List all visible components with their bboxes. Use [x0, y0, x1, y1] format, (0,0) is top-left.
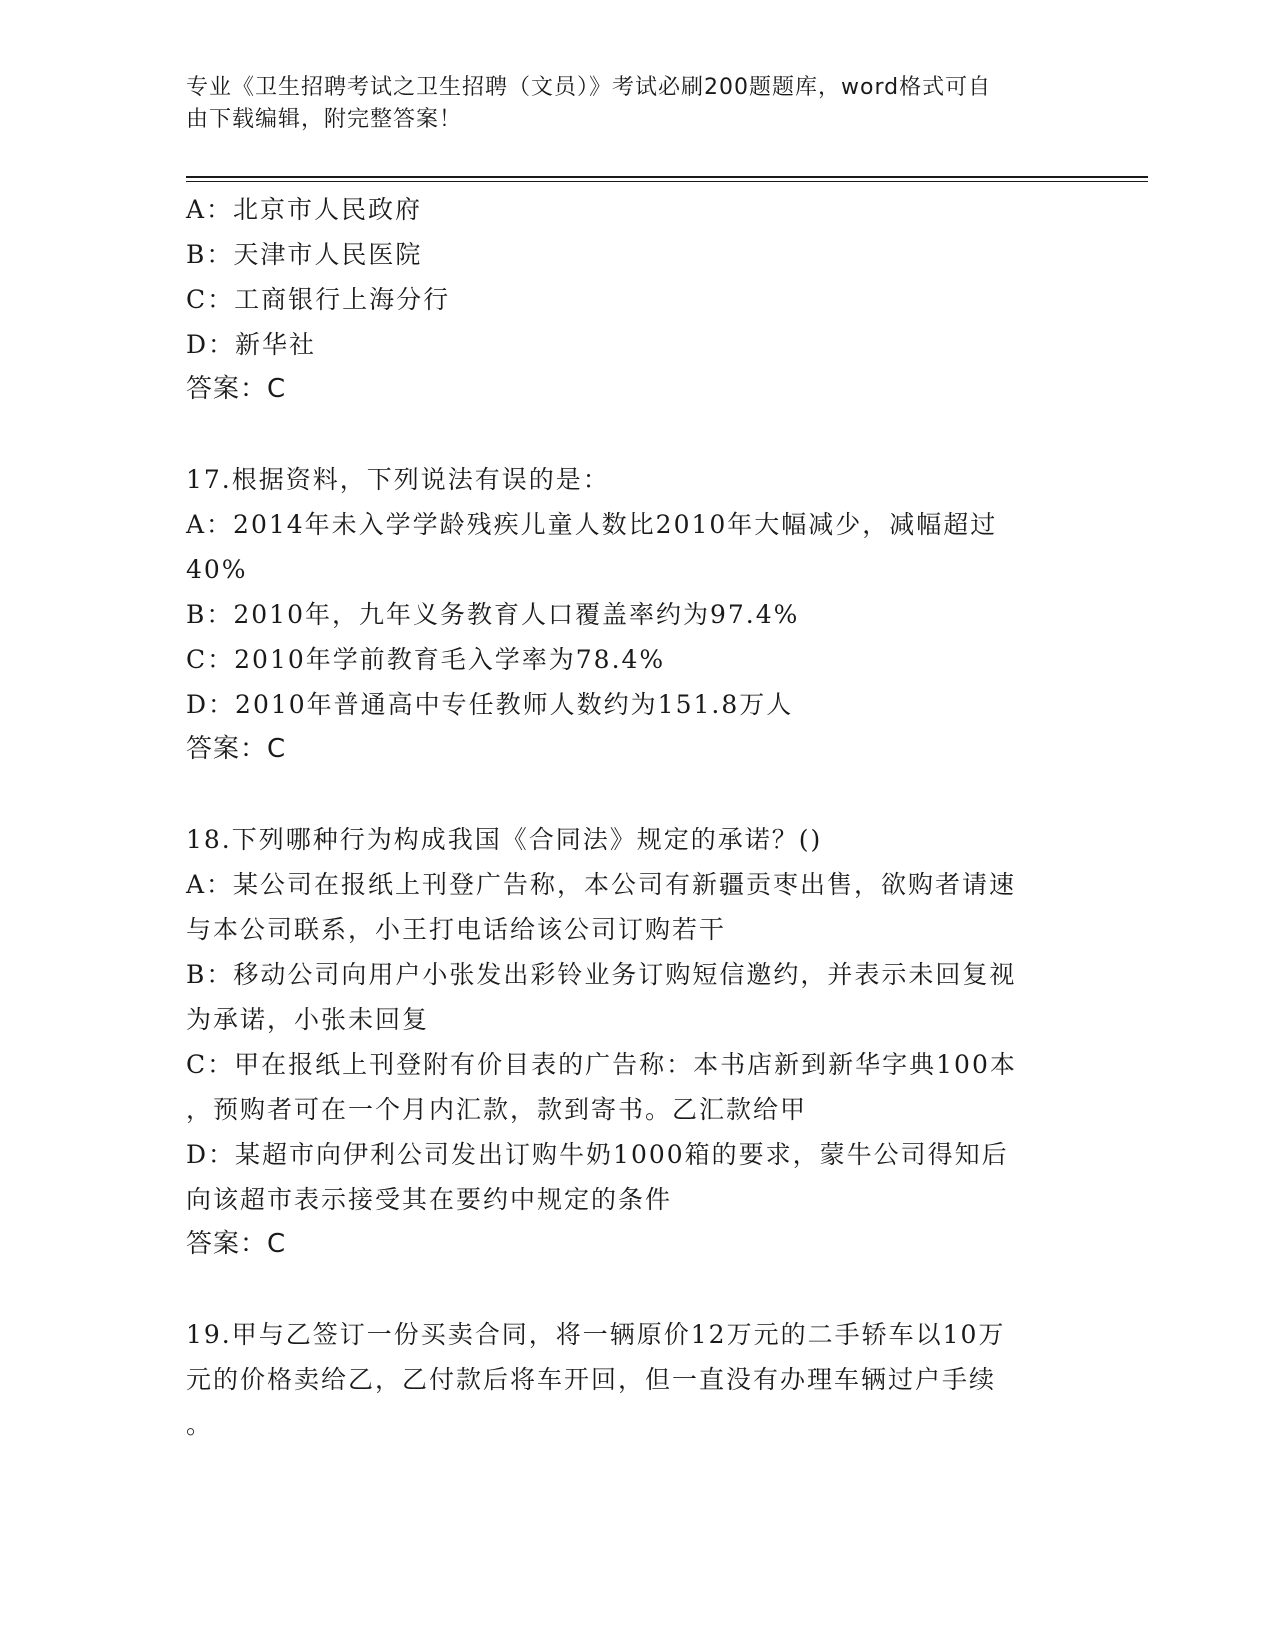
q17-option-b: B：2010年，九年义务教育人口覆盖率约为97.4% — [186, 600, 800, 629]
q16-option-a: A：北京市人民政府 — [186, 195, 423, 224]
q16-option-d: D：新华社 — [186, 330, 317, 359]
question-16-block — [186, 187, 1086, 412]
header-divider-thick — [186, 176, 1148, 178]
header-divider-thin — [186, 181, 1148, 182]
q18-stem: 18.下列哪种行为构成我国《合同法》规定的承诺？() — [186, 825, 823, 854]
q17-option-a-line-2: 40% — [186, 555, 248, 584]
q17-answer: 答案：C — [186, 734, 287, 764]
document-header — [186, 72, 1066, 136]
header-line-2: 由下载编辑，附完整答案！ — [186, 107, 463, 132]
question-18-block — [186, 817, 1086, 1267]
q18-option-b-line-2: 为承诺，小张未回复 — [186, 1005, 430, 1034]
q16-answer: 答案：C — [186, 374, 287, 404]
q16-option-b: B：天津市人民医院 — [186, 240, 423, 269]
q17-option-c: C：2010年学前教育毛入学率为78.4% — [186, 645, 666, 674]
q18-option-c-line-2: ，预购者可在一个月内汇款，款到寄书。乙汇款给甲 — [186, 1095, 808, 1124]
q18-option-b-line-1: B：移动公司向用户小张发出彩铃业务订购短信邀约，并表示未回复视 — [186, 960, 1017, 989]
q19-stem-line-3: 。 — [186, 1410, 214, 1439]
q17-option-a-line-1: A：2014年未入学学龄残疾儿童人数比2010年大幅减少，减幅超过 — [186, 510, 998, 539]
q17-stem: 17.根据资料，下列说法有误的是： — [186, 465, 610, 494]
q18-option-a-line-1: A：某公司在报纸上刊登广告称，本公司有新疆贡枣出售，欲购者请速 — [186, 870, 1017, 899]
q18-option-d-line-2: 向该超市表示接受其在要约中规定的条件 — [186, 1185, 673, 1214]
question-19-block — [186, 1312, 1086, 1447]
question-17-block — [186, 457, 1086, 772]
q16-option-c: C：工商银行上海分行 — [186, 285, 451, 314]
q18-option-a-line-2: 与本公司联系，小王打电话给该公司订购若干 — [186, 915, 727, 944]
spacer — [186, 772, 1086, 817]
question-content — [186, 187, 1086, 1447]
q18-option-d-line-1: D：某超市向伊利公司发出订购牛奶1000箱的要求，蒙牛公司得知后 — [186, 1140, 1009, 1169]
spacer — [186, 1267, 1086, 1312]
q19-stem-line-1: 19.甲与乙签订一份买卖合同，将一辆原价12万元的二手轿车以10万 — [186, 1320, 1006, 1349]
q18-option-c-line-1: C：甲在报纸上刊登附有价目表的广告称：本书店新到新华字典100本 — [186, 1050, 1017, 1079]
q19-stem-line-2: 元的价格卖给乙，乙付款后将车开回，但一直没有办理车辆过户手续 — [186, 1365, 997, 1394]
spacer — [186, 412, 1086, 457]
header-line-1: 专业《卫生招聘考试之卫生招聘（文员）》考试必刷200题题库，word格式可自 — [186, 75, 992, 100]
q17-option-d: D：2010年普通高中专任教师人数约为151.8万人 — [186, 690, 794, 719]
q18-answer: 答案：C — [186, 1229, 287, 1259]
